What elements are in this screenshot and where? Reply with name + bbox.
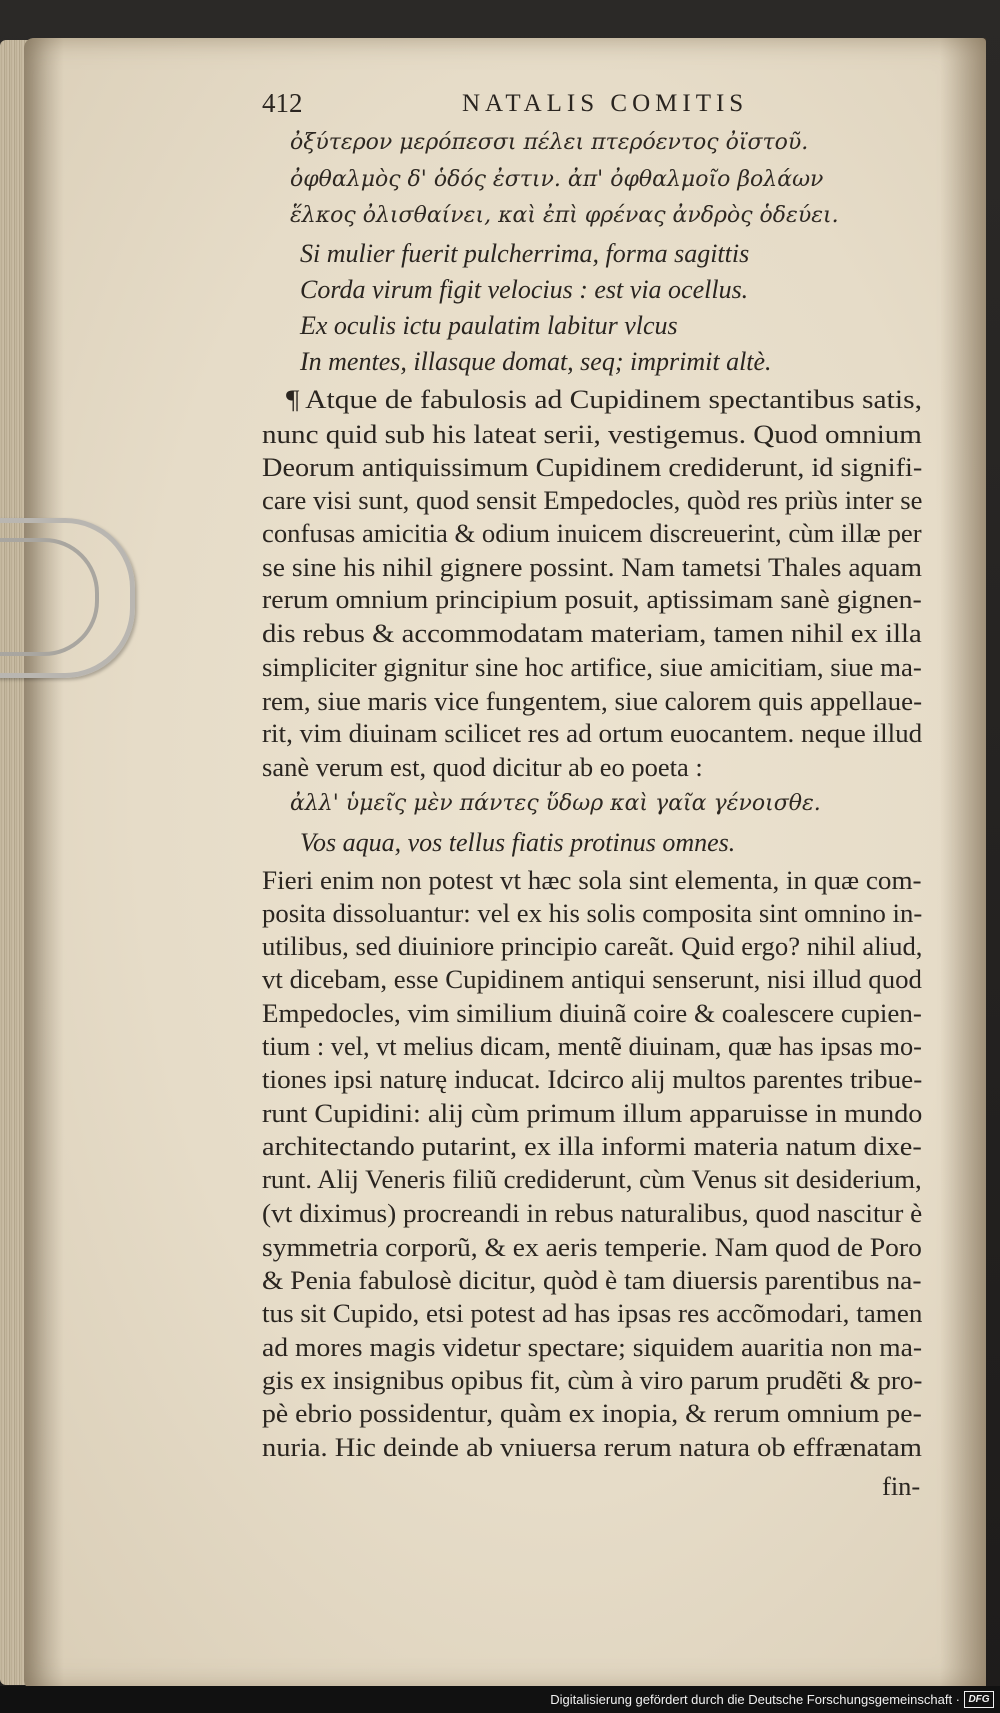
text-line: confusas amicitia & odium inuicem discreuerint, cùm illæ per <box>262 518 922 548</box>
text-line: Fieri enim non potest vt hæc sola sint elementa, in quæ com- <box>262 865 922 895</box>
text-line: nunc quid sub his lateat serii, vestigemus. Quod omnium <box>262 419 922 449</box>
text-line: Si mulier fuerit pulcherrima, forma sagittis <box>300 239 750 268</box>
text-line: ἀλλ' ὑμεῖς μὲν πάντες ὕδωρ καὶ γαῖα γένοισθε. <box>290 791 821 816</box>
text-line: se sine his nihil gignere possint. Nam tametsi Thales aquam <box>262 552 922 582</box>
text-line: utilibus, sed diuiniore principio careãt. Quid ergo? nihil aliud, <box>262 931 923 961</box>
text-line: (vt diximus) procreandi in rebus naturalibus, quod nascitur è <box>262 1198 923 1228</box>
text-line: ¶ Atque de fabulosis ad Cupidinem spectantibus satis, <box>286 384 923 414</box>
page-number: 412 <box>262 88 303 118</box>
text-line: In mentes, illasque domat, seq; imprimit altè. <box>300 347 772 376</box>
text-line: ἕλκος ὀλισθαίνει, καὶ ἐπὶ φρένας ἀνδρὸς ὁδεύει. <box>290 203 839 228</box>
text-line: ὀξύτερον μερόπεσσι πέλει πτερόεντος ὀϊστοῦ. <box>290 130 809 155</box>
text-line: architectando putarint, ex illa informi materia natum dixe- <box>262 1131 922 1161</box>
text-line: care visi sunt, quod sensit Empedocles, quòd res priùs inter se <box>262 485 923 515</box>
text-line: rit, vim diuinam scilicet res ad ortum euocantem. neque illud <box>262 718 923 748</box>
text-line: dis rebus & accommodatam materiam, tamen nihil ex illa <box>262 618 922 648</box>
text-line: rerum omnium principium posuit, aptissimam sanè gignen- <box>262 584 922 614</box>
text-line: gis ex insignibus opibus fit, cùm à viro parum prudẽti & pro- <box>262 1365 923 1395</box>
text-line: Corda virum figit velocius : est via ocellus. <box>300 275 749 304</box>
text-line: ad mores magis videtur spectare; siquidem auaritia non ma- <box>262 1332 923 1362</box>
text-line: vt dicebam, esse Cupidinem antiqui senserunt, nisi illud quod <box>262 964 922 994</box>
catchword: fin- <box>882 1471 921 1501</box>
text-line: Empedocles, vim similium diuinã coire & coalescere cupien- <box>262 998 922 1028</box>
text-line: nuria. Hic deinde ab vniuersa rerum natura ob effrænatam <box>262 1432 922 1462</box>
text-line: rem, siue maris vice fungentem, siue calorem quis appellaue- <box>262 686 923 716</box>
text-line: runt. Alij Veneris filiũ crediderunt, cùm Venus sit desiderium, <box>262 1164 922 1194</box>
text-line: tium : vel, vt melius dicam, mentẽ diuinam, quæ has ipsas mo- <box>262 1031 922 1061</box>
text-line: posita dissoluantur: vel ex his solis composita sint omnino in- <box>262 898 923 928</box>
text-line: tus sit Cupido, etsi potest ad has ipsas res accõmodari, tamen <box>262 1298 923 1328</box>
text-line: Deorum antiquissimum Cupidinem crediderunt, id signifi- <box>262 452 923 482</box>
text-line: Vos aqua, vos tellus fiatis protinus omnes. <box>300 828 736 857</box>
text-line: Ex oculis ictu paulatim labitur vlcus <box>300 311 678 340</box>
footer-credit: Digitalisierung gefördert durch die Deutsche Forschungsgemeinschaft · <box>550 1692 960 1707</box>
text-line: tiones ipsi naturę inducat. Idcirco alij multos parentes tribue- <box>262 1064 923 1094</box>
dfg-logo: DFG <box>964 1691 994 1708</box>
text-line: ὀφθαλμὸς δ' ὁδός ἐστιν. ἀπ' ὀφθαλμοῖο βολάων <box>290 167 824 192</box>
text-line: & Penia fabulosè dicitur, quòd è tam diuersis parentibus na- <box>262 1265 922 1295</box>
text-line: sanè verum est, quod dicitur ab eo poeta : <box>262 752 703 782</box>
text-line: runt Cupidini: alij cùm primum illum apparuisse in mundo <box>262 1098 923 1128</box>
text-line: symmetria corporũ, & ex aeris temperie. Nam quod de Poro <box>262 1232 922 1262</box>
text-line: pè ebrio possidentur, quàm ex inopia, & rerum omnium pe- <box>262 1398 922 1428</box>
running-title: NATALIS COMITIS <box>462 90 749 117</box>
text-line: simpliciter gignitur sine hoc artifice, siue amicitiam, siue ma- <box>262 652 922 682</box>
